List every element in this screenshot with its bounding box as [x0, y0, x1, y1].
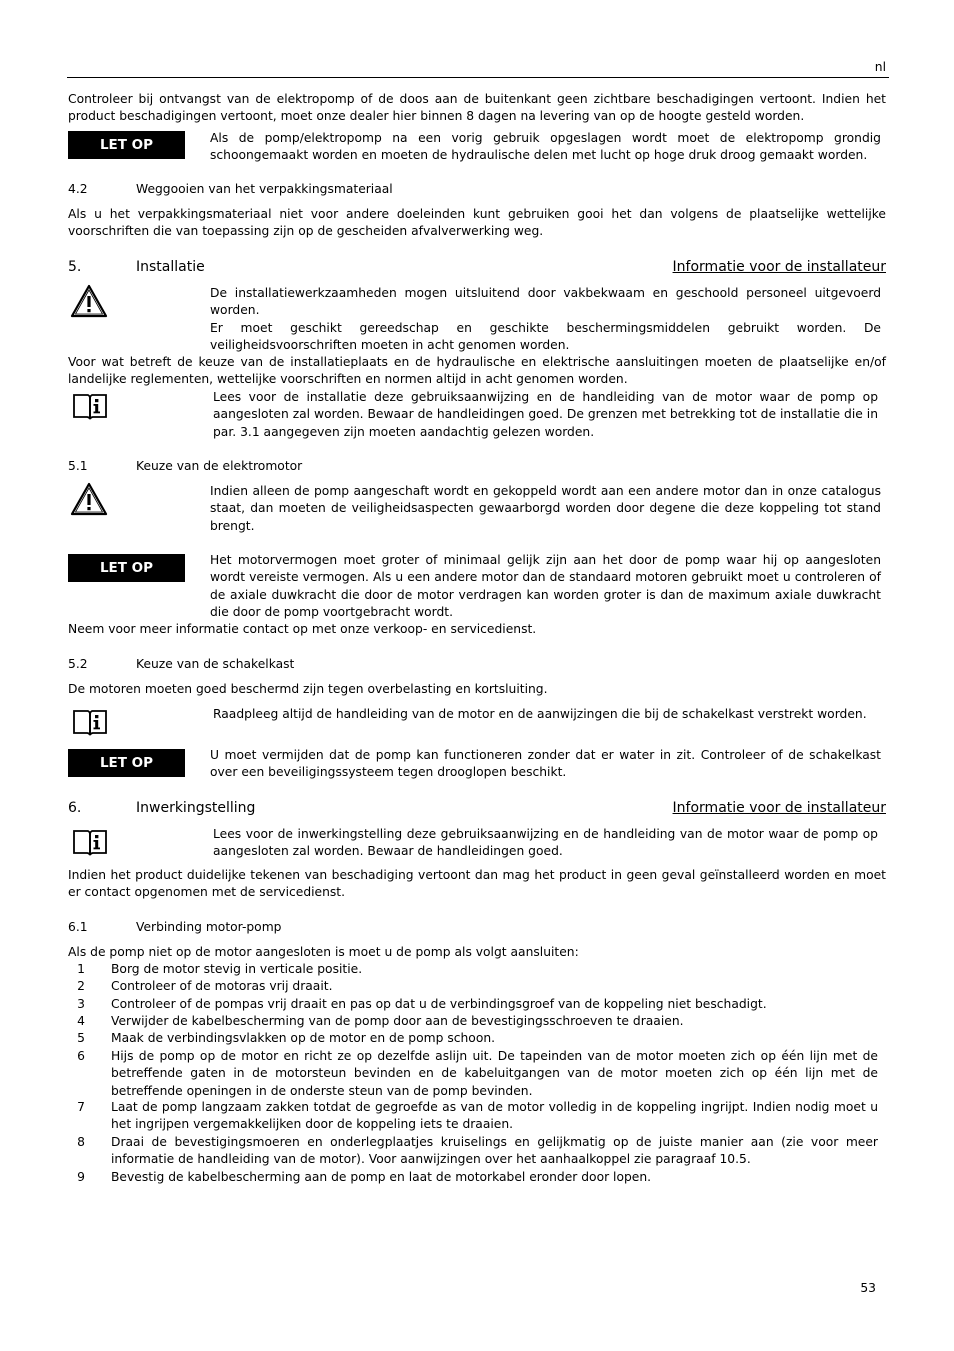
list-item [0, 961, 954, 979]
manual-info-icon [72, 827, 108, 857]
chapter-number: 6. [68, 800, 82, 816]
list-text: Controleer of de motoras vrij draait. [111, 979, 333, 993]
intro-paragraph: Controleer bij ontvangst van de elektropomp of de doos aan de buitenkant geen zichtbare beschadigingen vertoont. Indien het product beschadigingen vertoont, moet onze dealer hier binnen 8 dagen na levering van op de hoogte gesteld worden. [68, 92, 886, 124]
section-number: 5.1 [68, 459, 88, 473]
manual-info-icon [72, 391, 108, 421]
list-number: 4 [77, 1014, 85, 1028]
list-text: Hijs de pomp op de motor en richt ze op dezelfde aslijn uit. De tapeinden van de motor moeten zich op één lijn met de betreffende gaten in de motorsteun bevinden en de kabeluitgangen van de motor moeten zich op één lijn met de betreffende openingen in de onderste steun van de pomp bevinden. [111, 1049, 878, 1098]
section-paragraph: De motoren moeten goed beschermd zijn tegen overbelasting en kortsluiting. [68, 682, 548, 696]
list-number: 9 [77, 1170, 85, 1184]
section-title: Verbinding motor-pomp [136, 920, 282, 934]
info-text: Lees voor de installatie deze gebruiksaanwijzing en de handleiding van de motor waar de pomp op aangesloten zal worden. Bewaar de handleidingen goed. De grenzen met betrekking tot de installatie die in par. 3.1 aangegeven zijn moeten aandachtig gelezen worden. [213, 390, 878, 439]
section-paragraph: Voor wat betreft de keuze van de installatieplaats en de hydraulische en elektrische aansluitingen moeten de plaatselijke en/of landelijke reglementen, wettelijke voorschriften en normen altijd in acht genomen worden. [68, 355, 886, 387]
list-item [0, 1134, 954, 1170]
list-number: 5 [77, 1031, 85, 1045]
section-paragraph: Neem voor meer informatie contact op met onze verkoop- en servicedienst. [68, 622, 537, 636]
chapter-audience: Informatie voor de installateur [672, 800, 886, 816]
section-number: 4.2 [68, 182, 88, 196]
warning-text: De installatiewerkzaamheden mogen uitsluitend door vakbekwaam en geschoold personeel uitgevoerd worden. [210, 286, 881, 318]
section-paragraph: Indien het product duidelijke tekenen van beschadiging vertoont dan mag het product in geen geval geïnstalleerd worden en moet er contact opgenomen met de servicedienst. [68, 868, 886, 900]
list-text: Controleer of de pompas vrij draait en pas op dat u de verbindingsgroef van de koppeling niet beschadigt. [111, 997, 767, 1011]
list-number: 6 [77, 1049, 85, 1063]
list-text: Borg de motor stevig in verticale positie. [111, 962, 363, 976]
list-item [0, 1013, 954, 1031]
section-paragraph: Als u het verpakkingsmateriaal niet voor andere doeleinden kunt gebruiken gooi het dan volgens de plaatselijke wettelijke voorschriften die van toepassing zijn op de gescheiden afvalverwerking weg. [68, 207, 886, 239]
list-number: 8 [77, 1135, 85, 1149]
list-text: Laat de pomp langzaam zakken totdat de gegroefde as van de motor volledig in de koppeling ingrijpt. Indien nodig moet u het ingrijpen vergemakkelijken door de koppeling iets te draaien. [111, 1100, 878, 1132]
list-item [0, 1030, 954, 1048]
chapter-title: Inwerkingstelling [136, 800, 256, 816]
list-text: Verwijder de kabelbescherming van de pomp door aan de bevestigingsschroeven te draaien. [111, 1014, 684, 1028]
page-number: 53 [860, 1281, 876, 1295]
warning-text: Er moet geschikt gereedschap en geschikte beschermingsmiddelen gebruikt worden. De veiligheidsvoorschriften moeten in acht genomen worden. [210, 321, 881, 353]
let-op-badge: LET OP [68, 554, 185, 582]
list-item [0, 978, 954, 996]
chapter-title: Installatie [136, 259, 205, 275]
header-rule [67, 77, 889, 78]
list-text: Maak de verbindingsvlakken op de motor en de pomp schoon. [111, 1031, 496, 1045]
warning-icon [70, 482, 108, 516]
let-op-badge: LET OP [68, 749, 185, 777]
list-item [0, 996, 954, 1014]
info-text: Lees voor de inwerkingstelling deze gebruiksaanwijzing en de handleiding van de motor waar de pomp op aangesloten zal worden. Bewaar de handleidingen goed. [213, 827, 878, 859]
section-number: 5.2 [68, 657, 88, 671]
section-title: Keuze van de schakelkast [136, 657, 295, 671]
warning-text: Indien alleen de pomp aangeschaft wordt en gekoppeld wordt aan een andere motor dan in onze catalogus staat, dan moeten de veiligheidsaspecten gewaarborgd worden door degene die deze koppeling tot stand brengt. [210, 484, 881, 533]
section-title: Keuze van de elektromotor [136, 459, 303, 473]
section-title: Weggooien van het verpakkingsmateriaal [136, 182, 393, 196]
list-number: 2 [77, 979, 85, 993]
notice-text: U moet vermijden dat de pomp kan functioneren zonder dat er water in zit. Controleer of de schakelkast over een beveiligingssysteem tegen drooglopen beschikt. [210, 748, 881, 780]
notice-text: Als de pomp/elektropomp na een vorig gebruik opgeslagen wordt moet de elektropomp grondig schoongemaakt worden en moeten de hydraulische delen met lucht op hoge druk droog gemaakt worden. [210, 131, 881, 163]
list-number: 1 [77, 962, 85, 976]
list-text: Draai de bevestigingsmoeren en onderlegplaatjes kruiselings en gelijkmatig op de juiste manier aan (zie voor meer informatie de handleiding van de motor). Voor aanwijzingen over het aanhaalkoppel zie paragraaf 10.5. [111, 1135, 878, 1167]
list-item [0, 1169, 954, 1187]
chapter-audience: Informatie voor de installateur [672, 259, 886, 275]
language-code: nl [874, 60, 886, 74]
list-text: Bevestig de kabelbescherming aan de pomp en laat de motorkabel eronder door lopen. [111, 1170, 652, 1184]
notice-text: Het motorvermogen moet groter of minimaal gelijk zijn aan het door de pomp waar hij op aangesloten wordt vereiste vermogen. Als u een andere motor dan de standaard motoren gebruikt moet u controleren of de axiale duwkracht die door de motor verdragen kan worden groter is dan de maximum axiale duwkracht die door de pomp voortgebracht wordt. [210, 553, 881, 620]
list-item [0, 1099, 954, 1135]
section-paragraph: Als de pomp niet op de motor aangesloten is moet u de pomp als volgt aansluiten: [68, 945, 579, 959]
info-text: Raadpleeg altijd de handleiding van de motor en de aanwijzingen die bij de schakelkast verstrekt worden. [213, 707, 867, 721]
warning-icon [70, 284, 108, 318]
section-number: 6.1 [68, 920, 88, 934]
manual-info-icon [72, 707, 108, 737]
list-number: 3 [77, 997, 85, 1011]
list-item [0, 1048, 954, 1102]
list-number: 7 [77, 1100, 85, 1114]
chapter-number: 5. [68, 259, 82, 275]
let-op-badge: LET OP [68, 131, 185, 159]
